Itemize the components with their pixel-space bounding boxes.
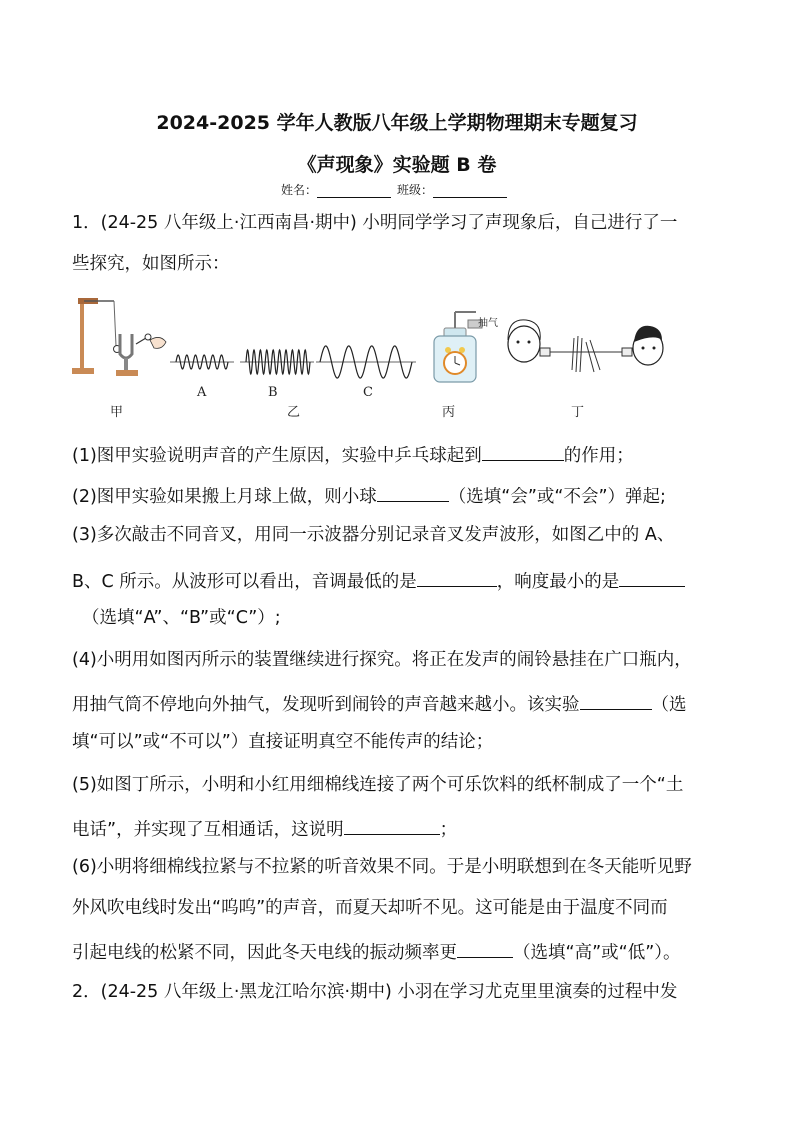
question-source: (24-25 八年级上·江西南昌·期中) <box>100 213 357 233</box>
question-number: 1． <box>72 213 101 233</box>
class-blank[interactable] <box>433 185 507 198</box>
name-class-line <box>0 181 794 198</box>
page-subtitle: 《声现象》实验题 B 卷 <box>297 154 497 176</box>
name-blank[interactable] <box>317 185 391 198</box>
question-1-stem: 1．(24-25 八年级上·江西南昌·期中) 小明同学学习了声现象后，自己进行了一 <box>72 213 678 233</box>
question-source: (24-25 八年级上·黑龙江哈尔滨·期中) <box>100 982 392 1002</box>
name-label: 姓名： <box>280 183 317 197</box>
page-title: 2024-2025 学年人教版八年级上学期物理期末专题复习 <box>156 112 638 134</box>
subquestion-1: (1)图甲实验说明声音的产生原因，实验中乒乓球起到 的作用； <box>72 446 634 466</box>
subquestion-5-cont: 电话”，并实现了互相通话，这说明 ； <box>72 820 458 840</box>
class-label: 班级： <box>397 183 434 197</box>
caption-yi: 乙 <box>287 405 301 420</box>
answer-blank-5[interactable] <box>344 818 440 835</box>
subquestion-6-cont2: 引起电线的松紧不同，因此冬天电线的振动频率更 （选填“高”或“低”）。 <box>72 943 681 963</box>
experiment-figure <box>66 292 676 422</box>
string-telephone <box>508 320 663 372</box>
answer-blank-1[interactable] <box>482 444 564 461</box>
wave-a-label: A <box>197 385 207 400</box>
subquestion-4-cont: 用抽气筒不停地向外抽气，发现听到闹铃的声音越来越小。该实验 （选 <box>72 695 687 715</box>
subquestion-2: (2)图甲实验如果搬上月球上做，则小球 （选填“会”或“不会”）弹起; <box>72 487 666 507</box>
tuning-fork-apparatus <box>72 298 166 376</box>
subquestion-6-cont1: 外风吹电线时发出“呜呜”的声音，而夏天却听不见。这可能是由于温度不同而 <box>72 898 668 918</box>
pump-label: 抽气 <box>478 318 498 329</box>
caption-ding: 丁 <box>571 405 585 420</box>
question-2-stem: 2．(24-25 八年级上·黑龙江哈尔滨·期中) 小羽在学习尤克里里演奏的过程中发 <box>72 982 678 1002</box>
answer-blank-6[interactable] <box>457 941 513 958</box>
question-1-stem-cont: 些探究，如图所示： <box>72 254 230 274</box>
subquestion-4-options: 填“可以”或“不可以”）直接证明真空不能传声的结论； <box>72 732 494 752</box>
subquestion-5: (5)如图丁所示，小明和小红用细棉线连接了两个可乐饮料的纸杯制成了一个“土 <box>72 775 684 795</box>
caption-bing: 丙 <box>442 405 456 420</box>
bell-jar-apparatus <box>434 312 498 382</box>
caption-jia: 甲 <box>110 405 124 420</box>
subquestion-4: (4)小明用如图丙所示的装置继续进行探究。将正在发声的闹铃悬挂在广口瓶内， <box>72 650 692 670</box>
subquestion-6: (6)小明将细棉线拉紧与不拉紧的听音效果不同。于是小明联想到在冬天能听见野 <box>72 857 692 877</box>
wave-b-label: B <box>268 385 278 400</box>
answer-blank-2[interactable] <box>377 485 449 502</box>
answer-blank-3b[interactable] <box>619 570 685 587</box>
waveform-b <box>246 350 310 374</box>
question-number: 2． <box>72 982 101 1002</box>
subquestion-3-cont: B、C 所示。从波形可以看出，音调最低的是 ，响度最小的是 <box>72 570 685 592</box>
subquestion-3-options: （选填“A”、“B”或“C”）; <box>82 608 281 628</box>
answer-blank-3a[interactable] <box>417 570 497 587</box>
answer-blank-4[interactable] <box>580 693 652 710</box>
subquestion-3: (3)多次敲击不同音叉，用同一示波器分别记录音叉发声波形，如图乙中的 A、 <box>72 525 675 545</box>
wave-c-label: C <box>363 385 373 400</box>
